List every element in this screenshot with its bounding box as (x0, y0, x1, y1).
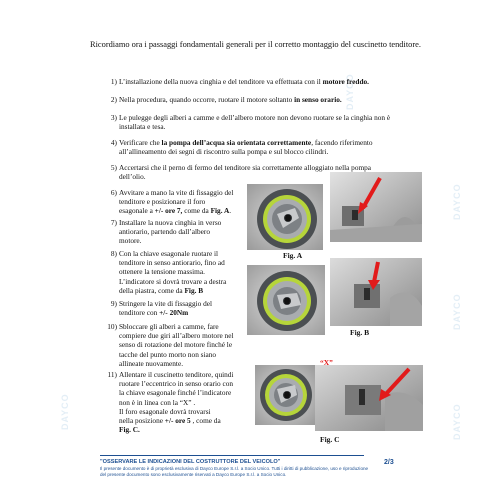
text-run: Verificare che (119, 138, 162, 147)
fig-b-detail-photo (330, 258, 422, 326)
fig-a-tensioner-photo (247, 184, 323, 250)
bold-run: motore freddo. (322, 77, 369, 86)
step-number: 8) (110, 249, 117, 258)
intro-text: Ricordiamo ora i passaggi fondamentali generali per il corretto montaggio del cuscinetto tenditore. (90, 40, 421, 49)
step-text (119, 77, 369, 86)
text-run: esagonale a (119, 206, 155, 216)
watermark: DAYCO (452, 403, 462, 440)
step-line (119, 267, 226, 276)
step-line (119, 340, 233, 349)
text-run: antiorario, partendo dall’albero (119, 227, 210, 237)
text-run: Installare la nuova cinghia in verso (119, 218, 222, 227)
footer-copyright: Il presente documento è di proprietà esclusiva di Dayco Europe S.r.l. a Socio Unico. Tutti i diritti di pubblicazione, uso e riproduzione del presente documento sono esclusivamente riservati a Dayco Europe S.r.l. a Socio Unico. (100, 466, 369, 477)
bold-run: +/- 20Nm (159, 308, 189, 318)
watermark: DAYCO (60, 393, 70, 430)
step-text (119, 138, 373, 156)
step-line (119, 197, 233, 206)
text-run: tenditore in senso antiorario, fino ad (119, 258, 225, 268)
fig-c-tensioner-photo (255, 365, 315, 425)
text-run: all’allineamento dei segni di riscontro sulla pompa e sul blocco cilindri. (119, 147, 329, 157)
text-run: tenditore e posizionare il foro (119, 197, 206, 207)
fig-b-label: Fig. B (350, 328, 370, 337)
step-line (119, 286, 226, 295)
text-run: della piastra, come da (119, 285, 185, 295)
step-line (119, 122, 390, 131)
footer-divider (100, 455, 364, 456)
fig-c-detail-photo (315, 365, 423, 431)
text-run: tenditore con (119, 308, 160, 318)
step-text (119, 370, 234, 434)
fig-c-label: Fig. C (320, 435, 340, 444)
detail-image (330, 258, 422, 326)
text-run: Avvitare a mano la vite di fissaggio del (119, 188, 234, 197)
fig-a-label: Fig. A (283, 251, 303, 260)
step-number: 10) (107, 322, 117, 331)
step-line (119, 322, 233, 331)
step-text (119, 322, 233, 368)
bold-run: la pompa dell’acqua sia orientata correttamente (161, 138, 312, 147)
fig-b-tensioner-photo (247, 265, 325, 335)
step-line (119, 416, 234, 425)
fig-a-detail-photo (330, 172, 422, 242)
step-line (119, 370, 234, 379)
step-line (119, 425, 234, 434)
step-line (119, 218, 221, 227)
text-run: ruotare l’eccentrico in senso orario con (119, 379, 234, 389)
step-number: 5) (110, 163, 117, 172)
step-line (119, 398, 234, 407)
text-run: senso di rotazione del motore finché le (119, 340, 233, 350)
bold-run: +/- ore 7, (154, 206, 183, 216)
step-line (119, 379, 234, 388)
step-line (119, 188, 233, 197)
step-line (119, 308, 212, 317)
step-line (119, 163, 371, 172)
step-line (119, 359, 233, 368)
step-line (119, 277, 226, 286)
step-number: 7) (110, 218, 117, 227)
tensioner-image (255, 365, 315, 425)
step-number: 4) (110, 138, 117, 147)
text-run: L’installazione della nuova cinghia e del tenditore va effettuata con il (119, 77, 323, 86)
text-run: installata e tesa. (119, 122, 166, 132)
step-line (119, 331, 233, 340)
text-run: Con la chiave esagonale ruotare il (119, 249, 219, 258)
step-line (119, 113, 390, 122)
tensioner-image (247, 265, 325, 335)
step-text (119, 299, 212, 317)
watermark: DAYCO (345, 73, 355, 110)
text-run: motore. (119, 236, 142, 246)
text-run: . (229, 206, 232, 216)
step-line (119, 350, 233, 359)
text-run: Stringere la vite di fissaggio del (119, 299, 213, 308)
text-run: Allentare il cuscinetto tenditore, quindi (119, 370, 234, 379)
step-text (119, 113, 390, 131)
watermark: DAYCO (452, 183, 462, 220)
text-run: dell’olio. (119, 172, 146, 182)
footer-title: "OSSERVARE LE INDICAZIONI DEL COSTRUTTORE DEL VEICOLO" (100, 459, 281, 465)
text-run: Sbloccare gli alberi a camme, fare (119, 322, 219, 331)
detail-image (330, 172, 422, 242)
tensioner-image (247, 184, 323, 250)
text-run: come da (182, 206, 211, 216)
watermark: DAYCO (452, 293, 462, 330)
bold-run: Fig. C. (119, 425, 140, 435)
step-number: 2) (110, 95, 117, 104)
step-line (119, 77, 369, 86)
step-text (119, 249, 226, 295)
step-line (119, 299, 212, 308)
text-run: Le pulegge degli alberi a camme e dell’albero motore non devono ruotare se la cinghia non è (119, 113, 391, 122)
step-line (119, 147, 373, 156)
text-run: allineate nuovamente. (119, 358, 184, 368)
bold-run: +/- ore 5 (164, 416, 191, 426)
step-text (119, 188, 233, 216)
step-line (119, 258, 226, 267)
step-line (119, 227, 221, 236)
step-text (119, 218, 221, 246)
step-line (119, 388, 234, 397)
step-number: 11) (107, 370, 117, 379)
step-line (119, 95, 342, 104)
bold-run: Fig. B (184, 285, 204, 295)
step-number: 1) (110, 77, 117, 86)
text-run: Accertarsi che il perno di fermo del tenditore sia correttamente alloggiato nella pompa (119, 163, 372, 172)
text-run: L’indicatore si dovrà trovare a destra (119, 276, 227, 286)
step-line (119, 236, 221, 245)
text-run: tacche del punto morto non siano (119, 349, 217, 359)
step-line (119, 249, 226, 258)
x-mark-label: “X” (320, 358, 333, 367)
text-run: non è in linea con la “X” . (119, 397, 196, 407)
step-number: 3) (110, 113, 117, 122)
text-run: la chiave esagonale finché l’indicatore (119, 388, 232, 398)
text-run: Nella procedura, quando occorre, ruotare il motore soltanto (119, 95, 295, 104)
bold-run: in senso orario. (294, 95, 342, 104)
text-run: , come da (190, 416, 221, 426)
step-number: 9) (110, 299, 117, 308)
text-run: , facendo riferimento (311, 138, 373, 147)
text-run: Il foro esagonale dovrà trovarsi (119, 406, 211, 416)
text-run: nella posizione (119, 416, 165, 426)
step-text (119, 95, 342, 104)
step-line (119, 206, 233, 215)
step-number: 6) (110, 188, 117, 197)
text-run: ottenere la tensione massima. (119, 267, 205, 277)
text-run: compiere due giri all’albero motore nel (119, 331, 234, 341)
detail-image (315, 365, 423, 431)
page-number: 2/3 (384, 459, 394, 466)
step-line (119, 138, 373, 147)
step-line (119, 407, 234, 416)
bold-run: Fig. A (210, 206, 230, 216)
